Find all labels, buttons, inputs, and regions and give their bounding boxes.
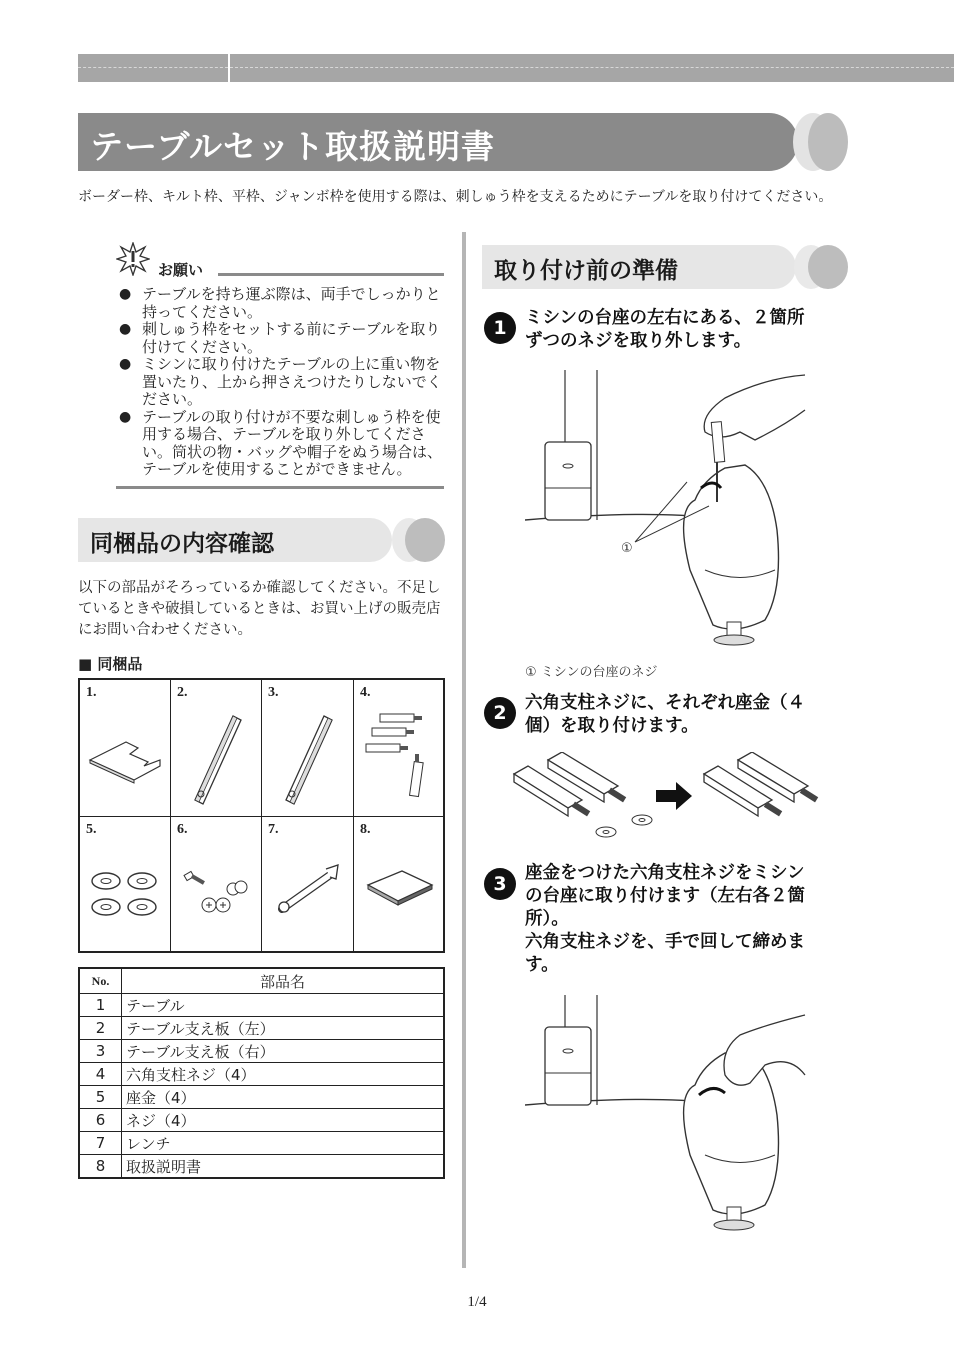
row-number: 7 [79, 1132, 122, 1155]
row-number: 5 [79, 1086, 122, 1109]
part-cell [354, 817, 443, 951]
row-name: テーブル支え板（右） [122, 1040, 445, 1063]
part-cell [80, 680, 171, 817]
table-row [79, 1132, 444, 1155]
caution-burst-icon [116, 242, 150, 276]
part-number: 7. [268, 822, 279, 837]
caution-bottom-rule [116, 486, 444, 489]
contents-subheading: ■ 同梱品 [78, 655, 143, 673]
table-row [79, 1063, 444, 1086]
step-1-text [525, 307, 845, 353]
row-name: 六角支柱ネジ（4） [122, 1063, 445, 1086]
support-plate-right-icon [276, 714, 340, 810]
step-3-text [525, 862, 845, 977]
step-number-3: 3 [484, 868, 516, 900]
table-row [79, 1109, 444, 1132]
step-number-2: 2 [484, 697, 516, 729]
row-number: 6 [79, 1109, 122, 1132]
row-number: 3 [79, 1040, 122, 1063]
step-text-line: ずつのネジを取り外します。 [525, 331, 752, 351]
row-number: 4 [79, 1063, 122, 1086]
support-plate-left-icon [185, 714, 249, 810]
row-name: テーブル支え板（左） [122, 1017, 445, 1040]
table-row [79, 994, 444, 1017]
contents-cap-dark [405, 518, 445, 562]
column-header-no: No. [79, 968, 122, 994]
step-number-1: 1 [484, 312, 516, 344]
screw-icon [181, 867, 253, 917]
part-cell [80, 817, 171, 951]
part-cell [171, 680, 262, 817]
part-number: 3. [268, 685, 279, 700]
prep-heading-banner [482, 245, 796, 289]
part-number: 2. [177, 685, 188, 700]
step-text-line: ミシンの台座の左右にある、２箇所 [525, 308, 805, 328]
table-row [79, 1017, 444, 1040]
callout-marker: ① [621, 541, 633, 556]
step-text-line: 六角支柱ネジに、それぞれ座金（４ [525, 693, 805, 713]
parts-table [78, 967, 445, 1179]
table-row [79, 1040, 444, 1063]
step-1-illustration [525, 370, 810, 655]
header-bar-left [78, 54, 228, 82]
part-cell [354, 680, 443, 817]
row-name: レンチ [122, 1132, 445, 1155]
row-name: テーブル [122, 994, 445, 1017]
step-text-line: 座金をつけた六角支柱ネジをミシン [525, 863, 805, 883]
part-number: 5. [86, 822, 97, 837]
part-number: 8. [360, 822, 371, 837]
step-1-caption: ① ミシンの台座のネジ [525, 665, 658, 680]
title-cap-dark [808, 113, 848, 171]
page-number: 1/4 [467, 1294, 487, 1310]
row-number: 8 [79, 1155, 122, 1179]
table-row [79, 1155, 444, 1179]
prep-cap-dark [808, 245, 848, 289]
part-number: 1. [86, 685, 97, 700]
step-text-line: 所）。 [525, 909, 569, 929]
prep-heading: 取り付け前の準備 [494, 258, 678, 284]
part-cell [171, 817, 262, 951]
contents-heading: 同梱品の内容確認 [90, 531, 274, 557]
header-bar-right [230, 54, 954, 82]
table-part-icon [86, 730, 166, 785]
caution-title: お願い [158, 261, 204, 279]
table-row [79, 1086, 444, 1109]
intro-text: ボーダー枠、キルト枠、平枠、ジャンボ枠を使用する際は、刺しゅう枠を支えるためにテーブルを取り付けてください。 [78, 189, 833, 205]
part-cell [262, 817, 354, 951]
step-text-line: す。 [525, 955, 559, 975]
row-name: ネジ（4） [122, 1109, 445, 1132]
step-3-illustration [525, 995, 810, 1240]
parts-grid [78, 678, 445, 953]
caution-item: ● 刺しゅう枠をセットする前にテーブルを取り付けてください。 [118, 321, 448, 356]
step-text-line: の台座に取り付けます（左右各２箇 [525, 886, 805, 906]
part-number: 6. [177, 822, 188, 837]
step-2-text [525, 692, 845, 738]
washer-icon [90, 867, 162, 921]
caution-list [118, 286, 448, 479]
page-title: テーブルセット取扱説明書 [90, 127, 496, 166]
step-2-illustration [508, 752, 828, 842]
caution-item: ● ミシンに取り付けたテーブルの上に重い物を置いたり、上から押さえつけたりしないでください。 [118, 356, 448, 409]
column-header-name: 部品名 [122, 968, 445, 994]
row-name: 取扱説明書 [122, 1155, 445, 1179]
part-cell [262, 680, 354, 817]
row-number: 2 [79, 1017, 122, 1040]
table-header-row [79, 968, 444, 994]
step-text-line: 六角支柱ネジを、手で回して締めま [525, 932, 805, 952]
step-text-line: 個）を取り付けます。 [525, 716, 699, 736]
column-divider [462, 232, 466, 1268]
part-number: 4. [360, 685, 371, 700]
contents-text: 以下の部品がそろっているか確認してください。不足しているときや破損しているときは、お買い上げの販売店にお問い合わせください。 [78, 580, 441, 638]
row-number: 1 [79, 994, 122, 1017]
row-name: 座金（4） [122, 1086, 445, 1109]
caution-item: ● テーブルの取り付けが不要な刺しゅう枠を使用する場合、テーブルを取り外してください。筒状の物・バッグや帽子をぬう場合は、テーブルを使用することができません。 [118, 409, 448, 479]
caution-title-rule [218, 273, 444, 276]
caution-item: ● テーブルを持ち運ぶ際は、両手でしっかりと持ってください。 [118, 286, 448, 321]
contents-heading-banner [78, 518, 392, 562]
manual-icon [364, 867, 436, 913]
wrench-icon [272, 861, 344, 917]
page-title-banner [78, 113, 798, 171]
hex-screw-icon [362, 708, 440, 808]
